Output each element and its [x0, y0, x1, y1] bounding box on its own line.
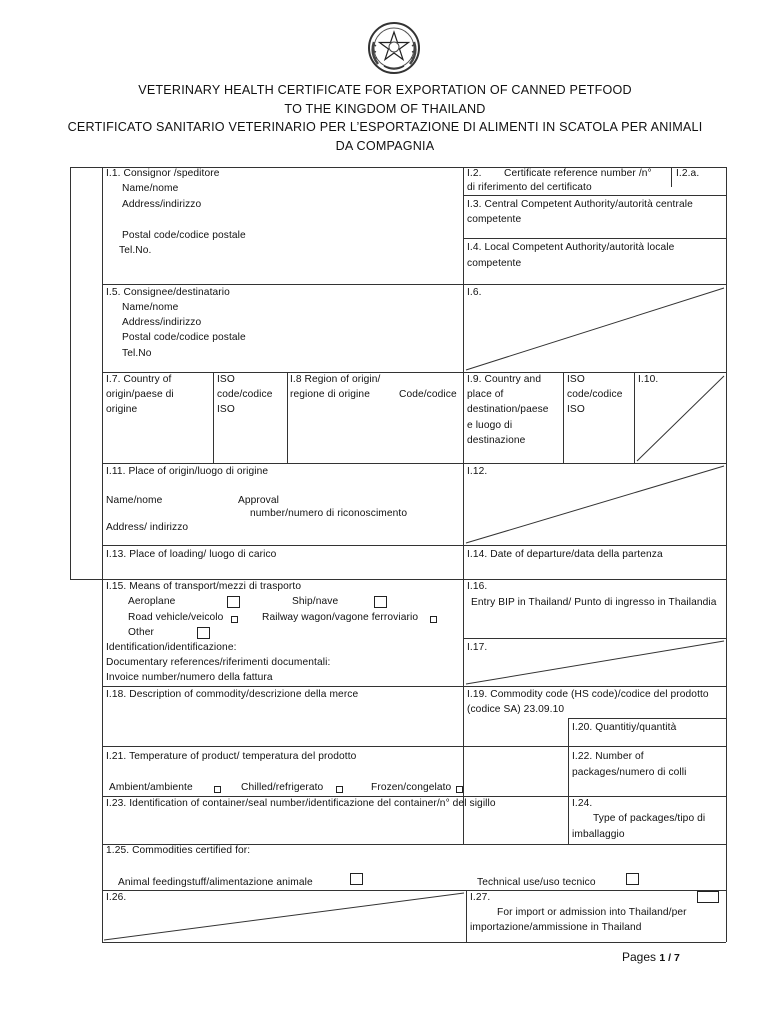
i18-label: I.18. Description of commodity/descrizione della merce	[106, 689, 359, 700]
aeroplane-checkbox[interactable]	[227, 596, 240, 608]
i25-feedingstuff: Animal feedingstuff/alimentazione animale	[118, 877, 313, 888]
i15-aeroplane: Aeroplane	[128, 596, 176, 607]
i7-line1: I.7. Country of	[106, 374, 172, 385]
i5-label: I.5. Consignee/destinatario	[106, 287, 230, 298]
title-line-4: DA COMPAGNIA	[335, 139, 435, 153]
i5-address: Address/indirizzo	[122, 317, 202, 328]
i26-label: I.26.	[106, 892, 127, 903]
i16-label: I.16.	[467, 581, 488, 592]
i21-frozen: Frozen/congelato	[371, 782, 452, 793]
page-number	[622, 950, 680, 964]
i1-address: Address/indirizzo	[122, 199, 202, 210]
i21-chilled: Chilled/refrigerato	[241, 782, 324, 793]
i15-other: Other	[128, 627, 154, 638]
i11-label: I.11. Place of origin/luogo di origine	[106, 466, 269, 477]
i9-line1: I.9. Country and	[467, 374, 542, 385]
i10-label: I.10.	[638, 374, 659, 385]
i11-approval-number: number/numero di riconoscimento	[250, 508, 408, 519]
i1-postal: Postal code/codice postale	[122, 230, 246, 241]
feedingstuff-checkbox[interactable]	[350, 873, 363, 885]
i9-line2: place of	[467, 389, 504, 400]
i9-line3: destination/paese	[467, 404, 549, 415]
i23-label: I.23. Identification of container/seal number/identificazione del container/n° del sigillo	[106, 798, 496, 809]
iso7-line1: ISO	[217, 374, 235, 385]
i4-line1: I.4. Local Competent Authority/autorità locale	[467, 242, 675, 253]
i7-line3: origine	[106, 404, 138, 415]
i24-label: I.24.	[572, 798, 593, 809]
iso7-line3: ISO	[217, 404, 235, 415]
i2a-label: I.2.a.	[676, 168, 700, 179]
i15-documentary-references: Documentary references/riferimenti documentali:	[106, 657, 331, 668]
i27-label: I.27.	[470, 892, 491, 903]
i22-line2: packages/numero di colli	[572, 767, 687, 778]
i12-label: I.12.	[467, 466, 488, 477]
iso9-line2: code/codice	[567, 389, 623, 400]
i17-label: I.17.	[467, 642, 488, 653]
i11-approval: Approval	[238, 495, 280, 506]
iso9-line3: ISO	[567, 404, 585, 415]
iso9-line1: ISO	[567, 374, 585, 385]
page-value: 1 / 7	[659, 952, 680, 964]
i9-line5: destinazione	[467, 435, 526, 446]
i19-line2: (codice SA) 23.09.10	[467, 704, 565, 715]
ship-checkbox[interactable]	[374, 596, 387, 608]
i8-line2: regione di origine	[290, 389, 370, 400]
i1-label: I.1. Consignor /speditore	[106, 168, 220, 179]
i16-text: Entry BIP in Thailand/ Punto di ingresso in Thailandia	[471, 597, 717, 608]
i13-label: I.13. Place of loading/ luogo di carico	[106, 549, 277, 560]
i25-label: 1.25. Commodities certified for:	[106, 845, 251, 856]
i4-line2: competente	[467, 258, 522, 269]
pages-label: Pages	[622, 950, 657, 964]
i9-line4: e luogo di	[467, 420, 513, 431]
i11-name: Name/nome	[106, 495, 163, 506]
i3-line1: I.3. Central Competent Authority/autorità centrale	[467, 199, 693, 210]
i2-text2: di riferimento del certificato	[467, 182, 592, 193]
i1-name: Name/nome	[122, 183, 179, 194]
i15-identification: Identification/identificazione:	[106, 642, 237, 653]
i6-label: I.6.	[467, 287, 482, 298]
code8-label: Code/codice	[399, 389, 457, 400]
i15-invoice: Invoice number/numero della fattura	[106, 672, 273, 683]
i15-ship: Ship/nave	[292, 596, 339, 607]
i1-tel: Tel.No.	[119, 245, 152, 256]
i2-label: I.2.	[467, 168, 482, 179]
road-vehicle-checkbox[interactable]	[231, 616, 238, 623]
chilled-checkbox[interactable]	[336, 786, 343, 793]
i24-line2: imballaggio	[572, 829, 625, 840]
i21-ambient: Ambient/ambiente	[109, 782, 193, 793]
i8-line1: I.8 Region of origin/	[290, 374, 381, 385]
i15-railway: Railway wagon/vagone ferroviario	[262, 612, 419, 623]
railway-checkbox[interactable]	[430, 616, 437, 623]
i19-line1: I.19. Commodity code (HS code)/codice del prodotto	[467, 689, 709, 700]
i27-line1: For import or admission into Thailand/per	[497, 907, 687, 918]
i3-line2: competente	[467, 214, 522, 225]
i7-line2: origin/paese di	[106, 389, 174, 400]
frozen-checkbox[interactable]	[456, 786, 463, 793]
i15-label: I.15. Means of transport/mezzi di trasporto	[106, 581, 302, 592]
i14-label: I.14. Date of departure/data della partenza	[467, 549, 663, 560]
import-checkbox[interactable]	[697, 891, 719, 903]
i21-label: I.21. Temperature of product/ temperatura del prodotto	[106, 751, 357, 762]
title-line-2: TO THE KINGDOM OF THAILAND	[284, 102, 486, 116]
title-line-1: VETERINARY HEALTH CERTIFICATE FOR EXPORTATION OF CANNED PETFOOD	[138, 83, 632, 97]
i24-line1: Type of packages/tipo di	[593, 813, 706, 824]
i2-text: Certificate reference number /n°	[504, 168, 652, 179]
other-transport-checkbox[interactable]	[197, 627, 210, 639]
iso7-line2: code/codice	[217, 389, 273, 400]
i15-road: Road vehicle/veicolo	[128, 612, 224, 623]
technical-use-checkbox[interactable]	[626, 873, 639, 885]
i5-tel: Tel.No	[122, 348, 152, 359]
i22-line1: I.22. Number of	[572, 751, 644, 762]
i11-address: Address/ indirizzo	[106, 522, 189, 533]
i27-line2: importazione/ammissione in Thailand	[470, 922, 642, 933]
i20-label: I.20. Quantitiy/quantità	[572, 722, 677, 733]
ambient-checkbox[interactable]	[214, 786, 221, 793]
i25-technical-use: Technical use/uso tecnico	[477, 877, 596, 888]
i5-postal: Postal code/codice postale	[122, 332, 246, 343]
title-line-3: CERTIFICATO SANITARIO VETERINARIO PER L’ESPORTAZIONE DI ALIMENTI IN SCATOLA PER ANIMALI	[67, 120, 703, 134]
i5-name: Name/nome	[122, 302, 179, 313]
